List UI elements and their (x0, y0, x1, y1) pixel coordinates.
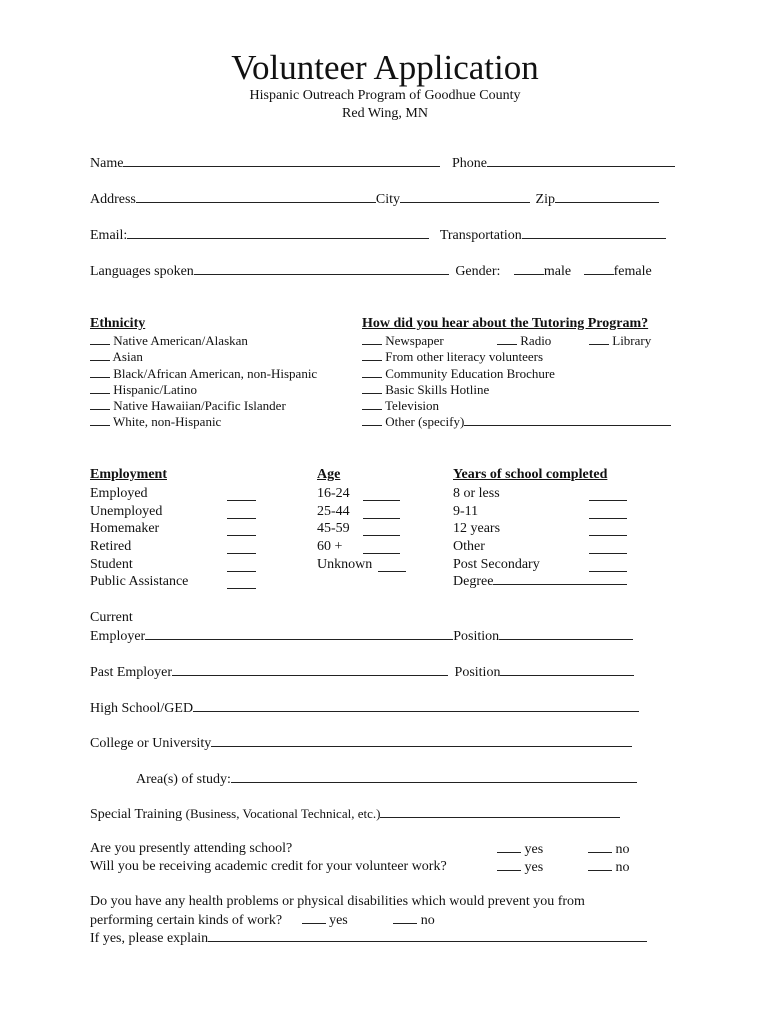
age-option-label: 16-24 (317, 486, 350, 501)
school-option-label: Other (453, 539, 485, 554)
referral-checkbox[interactable] (362, 382, 382, 394)
special-training-field[interactable] (380, 806, 620, 818)
college-field[interactable] (211, 735, 632, 747)
explain-field[interactable] (208, 930, 647, 942)
school-option-label: Post Secondary (453, 557, 540, 572)
attending-no-checkbox[interactable] (588, 841, 612, 853)
email-field[interactable] (127, 227, 429, 239)
age-checkbox[interactable] (363, 542, 400, 554)
school-option-label: 9-11 (453, 504, 479, 519)
employment-checkbox[interactable] (227, 560, 256, 572)
referral-other-field[interactable] (464, 414, 671, 426)
special-training-hint: (Business, Vocational Technical, etc.) (185, 806, 381, 821)
high-school-row (90, 700, 639, 717)
ethnicity-checkbox[interactable] (90, 349, 110, 361)
credit-question: Will you be receiving academic credit for your volunteer work? (90, 859, 447, 874)
age-option-label: Unknown (317, 557, 373, 572)
explain-row (90, 930, 647, 947)
age-checkbox[interactable] (363, 507, 400, 519)
position-label: Position (453, 629, 500, 644)
employment-option-label: Employed (90, 486, 148, 501)
ethnicity-option[interactable]: Native American/Alaskan (90, 333, 248, 349)
high-school-label: High School/GED (90, 701, 194, 716)
attending-no: no (588, 841, 630, 858)
referral-option-literacy[interactable]: From other literacy volunteers (362, 349, 543, 365)
name-row (90, 155, 675, 172)
age-option-label: 25-44 (317, 504, 350, 519)
school-checkbox[interactable] (589, 560, 627, 572)
school-heading: Years of school completed (453, 467, 608, 482)
employment-option-label: Retired (90, 539, 132, 554)
current-employer-row (90, 628, 633, 645)
college-label: College or University (90, 736, 212, 751)
city-field[interactable] (400, 191, 530, 203)
employment-checkbox[interactable] (227, 524, 256, 536)
position-label: Position (454, 665, 501, 680)
ethnicity-checkbox[interactable] (90, 414, 110, 426)
transportation-label: Transportation (439, 228, 522, 243)
attending-yes-checkbox[interactable] (497, 841, 521, 853)
referral-checkbox[interactable] (589, 333, 609, 345)
employment-checkbox[interactable] (227, 489, 256, 501)
school-checkbox[interactable] (589, 507, 627, 519)
school-option-label: 12 years (453, 521, 501, 536)
degree-field[interactable] (493, 573, 627, 585)
ethnicity-option[interactable]: Native Hawaiian/Pacific Islander (90, 398, 286, 414)
phone-label: Phone (451, 156, 487, 171)
ethnicity-option[interactable]: White, non-Hispanic (90, 414, 221, 430)
ethnicity-checkbox[interactable] (90, 366, 110, 378)
ethnicity-option[interactable]: Hispanic/Latino (90, 382, 197, 398)
address-label: Address (90, 192, 136, 207)
study-row (136, 771, 637, 788)
employment-option-label: Unemployed (90, 504, 163, 519)
ethnicity-heading: Ethnicity (90, 316, 146, 331)
referral-option-hotline[interactable]: Basic Skills Hotline (362, 382, 489, 398)
zip-label: Zip (535, 192, 555, 207)
health-question: Do you have any health problems or physical disabilities which would prevent you from (90, 894, 585, 909)
special-training-label: Special Training (90, 807, 183, 822)
age-checkbox[interactable] (378, 560, 406, 572)
college-row (90, 735, 632, 752)
referral-option-radio[interactable]: Radio (497, 333, 551, 349)
school-checkbox[interactable] (589, 489, 627, 501)
age-checkbox[interactable] (363, 489, 400, 501)
referral-checkbox[interactable] (362, 414, 382, 426)
past-employer-row (90, 664, 634, 681)
email-row (90, 227, 666, 244)
female-checkbox[interactable] (584, 263, 614, 275)
name-field[interactable] (123, 155, 440, 167)
health-no-label: no (420, 913, 435, 928)
ethnicity-option[interactable]: Black/African American, non-Hispanic (90, 366, 317, 382)
transportation-field[interactable] (522, 227, 666, 239)
past-position-field[interactable] (500, 664, 634, 676)
ethnicity-checkbox[interactable] (90, 333, 110, 345)
credit-no: no (588, 859, 630, 876)
referral-checkbox[interactable] (362, 398, 382, 410)
ethnicity-option[interactable]: Asian (90, 349, 143, 365)
name-label: Name (90, 156, 124, 171)
employment-checkbox[interactable] (227, 542, 256, 554)
school-degree (453, 573, 627, 590)
organization-location: Red Wing, MN (342, 106, 428, 121)
attending-question: Are you presently attending school? (90, 841, 293, 856)
address-row (90, 191, 659, 208)
referral-option-library[interactable]: Library (589, 333, 651, 349)
school-checkbox[interactable] (589, 542, 627, 554)
gender-label: Gender: (455, 264, 501, 279)
referral-checkbox[interactable] (362, 333, 382, 345)
page-title: Volunteer Application (231, 48, 539, 87)
school-option-label: 8 or less (453, 486, 500, 501)
ethnicity-checkbox[interactable] (90, 398, 110, 410)
credit-no-checkbox[interactable] (588, 859, 612, 871)
employment-checkbox[interactable] (227, 577, 256, 589)
health-yes-checkbox[interactable] (302, 912, 326, 924)
age-heading: Age (317, 467, 341, 482)
past-employer-field[interactable] (172, 664, 448, 676)
referral-checkbox[interactable] (362, 366, 382, 378)
email-label: Email: (90, 228, 128, 243)
phone-field[interactable] (487, 155, 675, 167)
high-school-field[interactable] (193, 700, 639, 712)
degree-label: Degree (453, 574, 494, 589)
health-question-text: performing certain kinds of work? (90, 913, 283, 928)
employment-option-label: Public Assistance (90, 574, 189, 589)
address-field[interactable] (136, 191, 376, 203)
current-position-field[interactable] (499, 628, 633, 640)
employment-heading: Employment (90, 467, 167, 482)
languages-label: Languages spoken (90, 264, 194, 279)
city-label: City (375, 192, 401, 207)
referral-option-newspaper[interactable]: Newspaper (362, 333, 444, 349)
credit-yes: yes (497, 859, 543, 876)
referral-checkbox[interactable] (497, 333, 517, 345)
male-checkbox[interactable] (514, 263, 544, 275)
past-employer-label: Past Employer (90, 665, 173, 680)
employment-option-label: Student (90, 557, 133, 572)
referral-checkbox[interactable] (362, 349, 382, 361)
referral-option-other[interactable]: Other (specify) (362, 414, 671, 430)
employment-option-label: Homemaker (90, 521, 160, 536)
study-field[interactable] (231, 771, 637, 783)
current-employer-field[interactable] (145, 628, 453, 640)
school-checkbox[interactable] (589, 524, 627, 536)
study-label: Area(s) of study: (136, 772, 231, 787)
current-employer-label: Employer (90, 629, 146, 644)
referral-option-television[interactable]: Television (362, 398, 439, 414)
employment-checkbox[interactable] (227, 507, 256, 519)
age-checkbox[interactable] (363, 524, 400, 536)
current-label-line: Current (90, 610, 133, 625)
explain-label: If yes, please explain (90, 931, 209, 946)
organization-name: Hispanic Outreach Program of Goodhue County (249, 88, 521, 103)
ethnicity-checkbox[interactable] (90, 382, 110, 394)
special-training-row (90, 806, 620, 823)
female-label: female (613, 264, 652, 279)
health-yes-label: yes (329, 913, 348, 928)
zip-field[interactable] (555, 191, 659, 203)
age-option-label: 45-59 (317, 521, 350, 536)
referral-option-brochure[interactable]: Community Education Brochure (362, 366, 555, 382)
attending-yes: yes (497, 841, 543, 858)
referral-heading: How did you hear about the Tutoring Program? (362, 316, 649, 331)
languages-field[interactable] (194, 263, 449, 275)
languages-row (90, 263, 652, 280)
credit-yes-checkbox[interactable] (497, 859, 521, 871)
health-question-line2 (90, 912, 435, 929)
male-label: male (543, 264, 572, 279)
health-no-checkbox[interactable] (393, 912, 417, 924)
age-option-label: 60 + (317, 539, 343, 554)
